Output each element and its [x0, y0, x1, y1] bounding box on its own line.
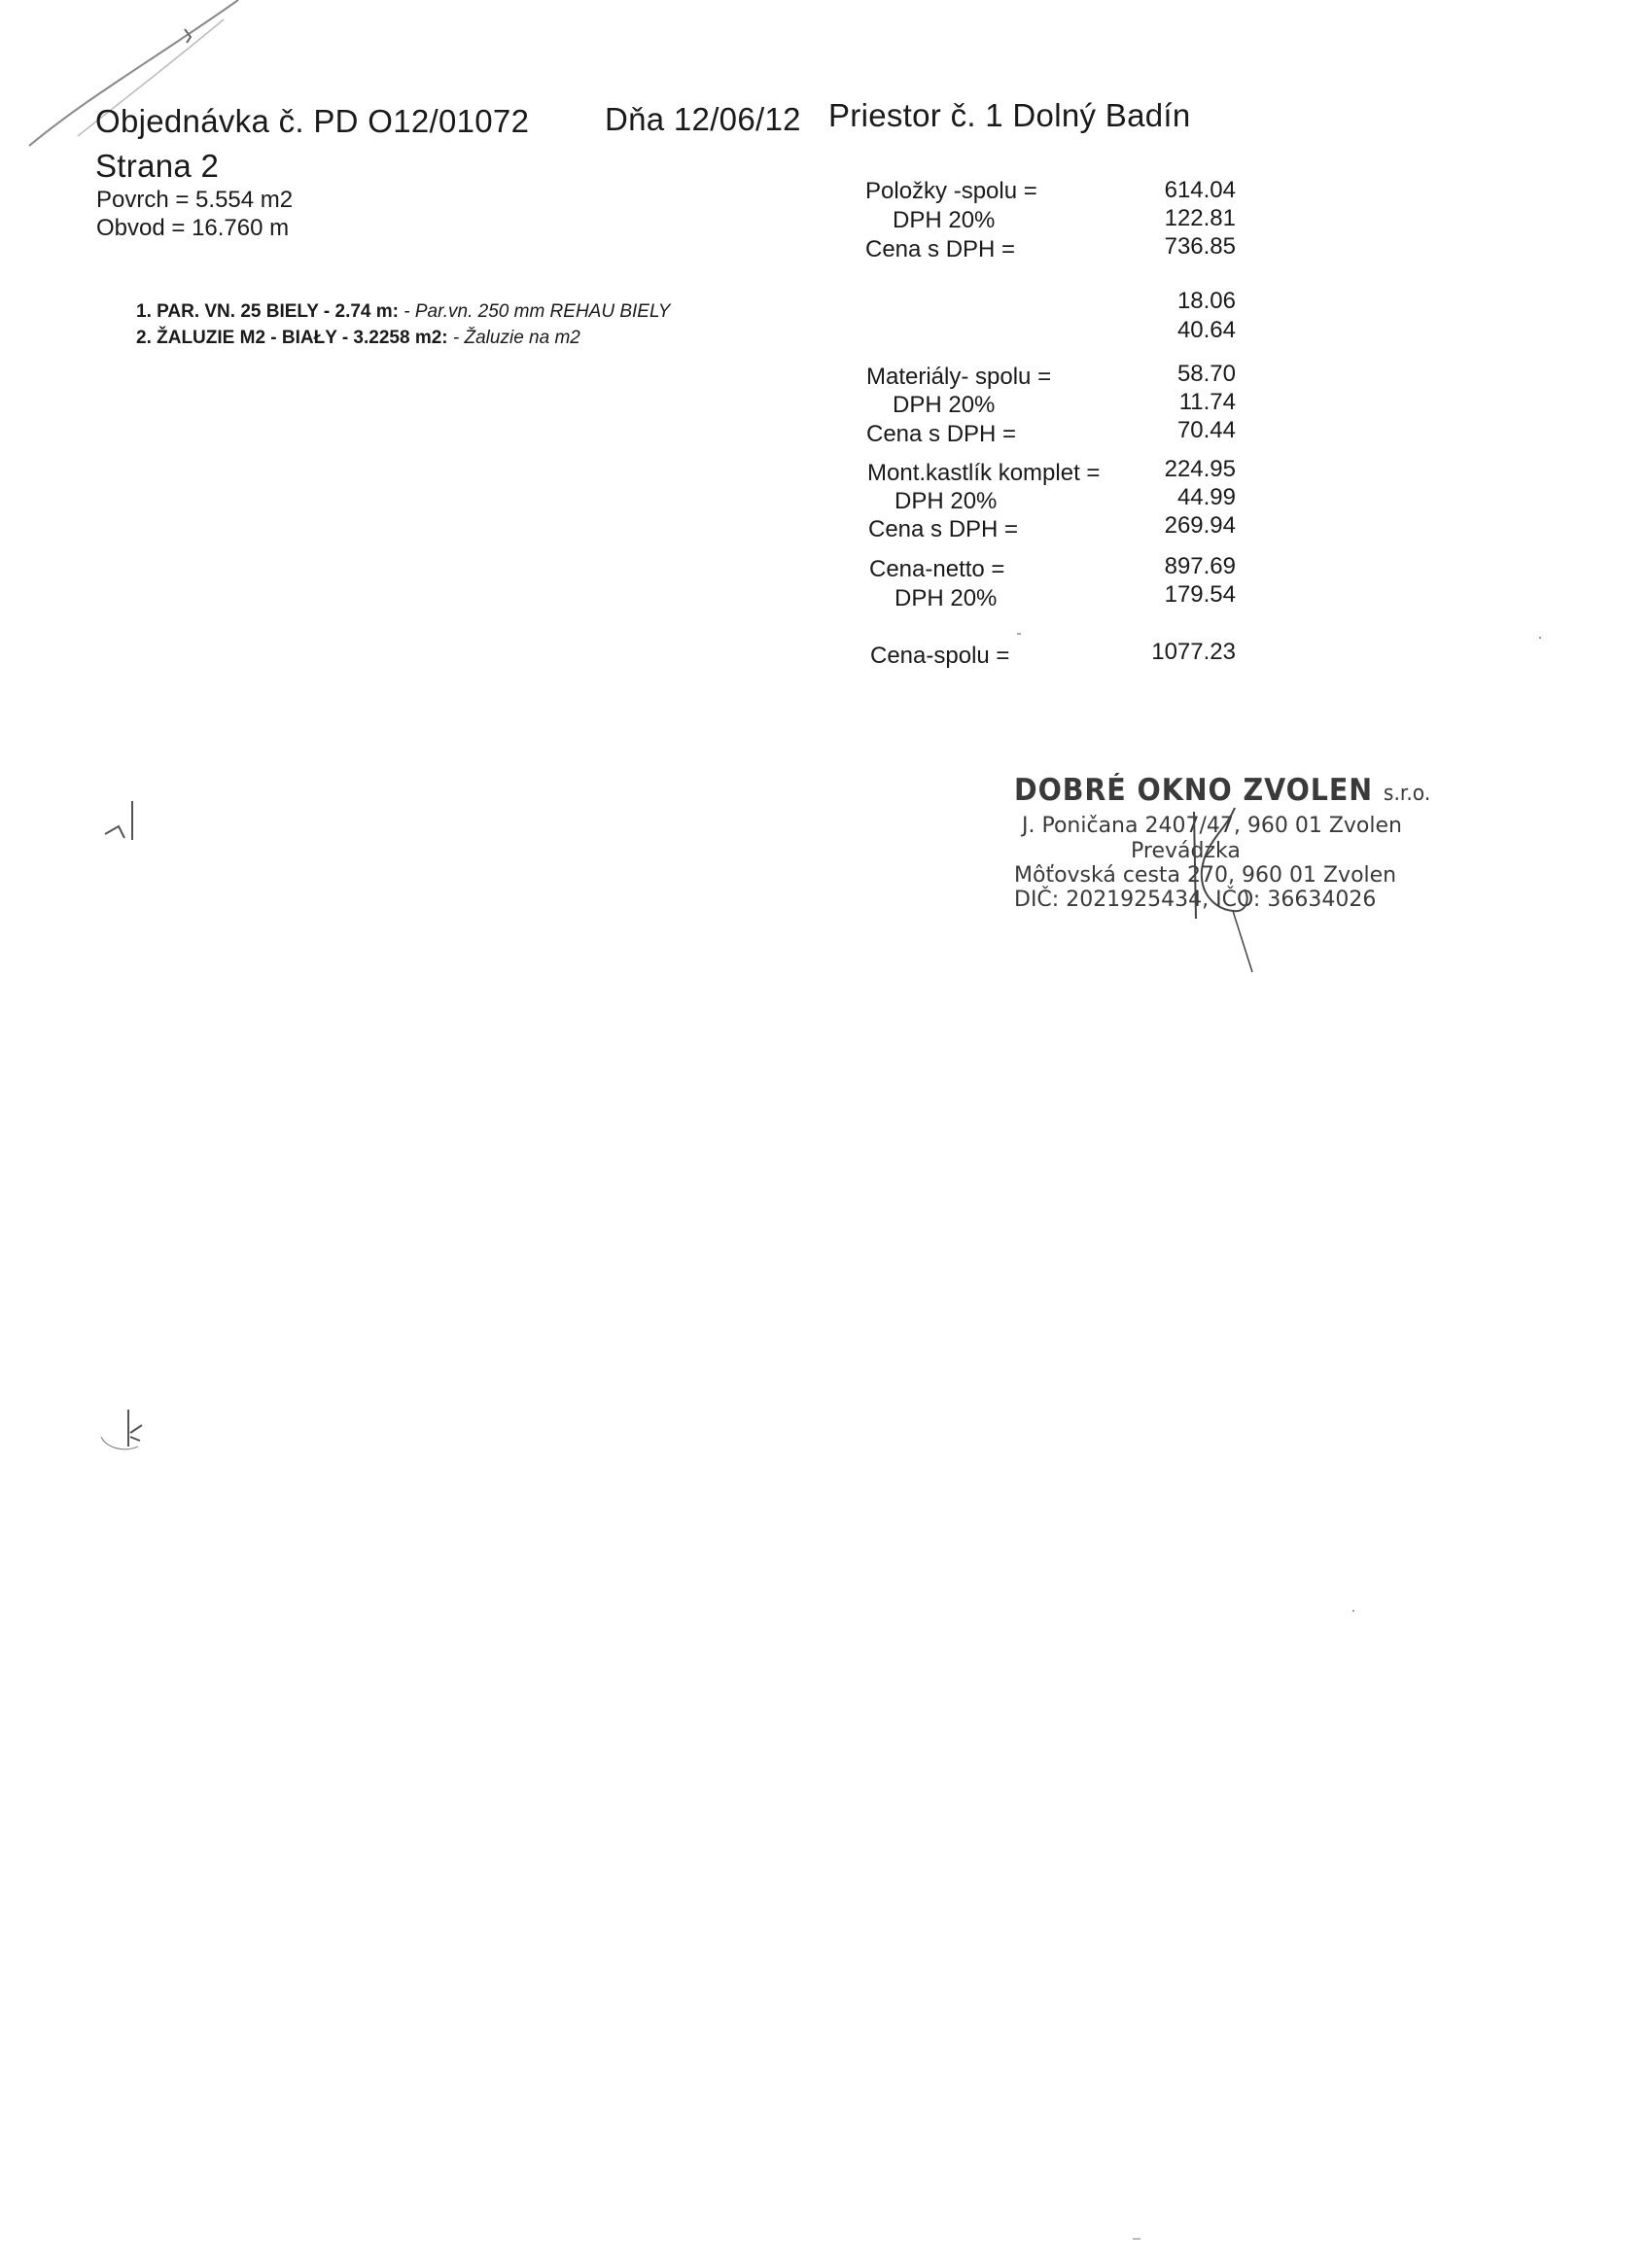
- mont-vat-label: DPH 20%: [895, 488, 998, 514]
- materials-vat-label: DPH 20%: [893, 392, 996, 418]
- item-row: [136, 328, 580, 349]
- items-gross-label: Cena s DPH =: [865, 236, 1016, 262]
- item-text: 1. PAR. VN. 25 BIELY - 2.74 m:: [136, 301, 399, 322]
- order-number: Objednávka č. PD O12/01072: [95, 103, 530, 139]
- items-vat-value: 122.81: [1164, 205, 1236, 231]
- materials-vat-value: 11.74: [1178, 389, 1236, 415]
- page-number: Strana 2: [95, 148, 220, 184]
- scan-speck: [1133, 2238, 1140, 2240]
- room-name: Priestor č. 1 Dolný Badín: [828, 97, 1191, 133]
- net-total-value: 897.69: [1164, 553, 1236, 579]
- net-total-label: Cena-netto =: [869, 556, 1005, 582]
- stamp-address: J. Poničana 2407/47, 960 01 Zvolen: [1022, 814, 1402, 838]
- item-row: [136, 301, 670, 323]
- scan-speck: [1017, 633, 1021, 635]
- net-vat-label: DPH 20%: [895, 585, 998, 611]
- mont-gross-value: 269.94: [1164, 512, 1236, 539]
- scan-speck: [1352, 1610, 1354, 1612]
- materials-gross-label: Cena s DPH =: [866, 421, 1017, 447]
- item-note: - Par.vn. 250 mm REHAU BIELY: [403, 301, 671, 322]
- stamp-company: DOBRÉ OKNO ZVOLEN: [1014, 773, 1374, 808]
- scan-speck: [1539, 637, 1541, 639]
- grand-total-value: 1077.23: [1151, 639, 1236, 665]
- stamp-branch-address: Môťovská cesta 270, 960 01 Zvolen: [1014, 863, 1397, 888]
- materials-total-value: 58.70: [1176, 361, 1236, 387]
- item-price: 18.06: [1176, 288, 1236, 314]
- item-text: 2. ŽALUZIE M2 - BIAŁY - 3.2258 m2:: [136, 328, 448, 348]
- order-date: Dňa 12/06/12: [605, 101, 801, 137]
- handwritten-signature: [1176, 802, 1283, 977]
- mont-gross-label: Cena s DPH =: [868, 516, 1019, 542]
- item-price: 40.64: [1176, 317, 1236, 343]
- margin-mark: [97, 797, 146, 846]
- stamp-suffix: s.r.o.: [1383, 782, 1431, 806]
- mont-total-value: 224.95: [1164, 456, 1236, 482]
- grand-total-label: Cena-spolu =: [870, 643, 1010, 669]
- items-vat-label: DPH 20%: [893, 207, 996, 233]
- item-note: - Žaluzie na m2: [452, 328, 580, 348]
- materials-gross-value: 70.44: [1176, 417, 1236, 443]
- margin-mark: [95, 1408, 149, 1456]
- items-total-value: 614.04: [1164, 177, 1236, 203]
- mont-vat-value: 44.99: [1176, 484, 1236, 510]
- materials-total-label: Materiály- spolu =: [866, 364, 1052, 390]
- net-vat-value: 179.54: [1164, 581, 1236, 608]
- perimeter-value: Obvod = 16.760 m: [96, 215, 290, 241]
- stamp-ids: DIČ: 2021925434, IČO: 36634026: [1014, 888, 1377, 912]
- items-gross-value: 736.85: [1164, 233, 1236, 260]
- items-total-label: Položky -spolu =: [865, 178, 1037, 204]
- mont-total-label: Mont.kastlík komplet =: [867, 460, 1101, 486]
- area-value: Povrch = 5.554 m2: [96, 187, 294, 213]
- stamp-branch: Prevádzka: [1131, 839, 1241, 863]
